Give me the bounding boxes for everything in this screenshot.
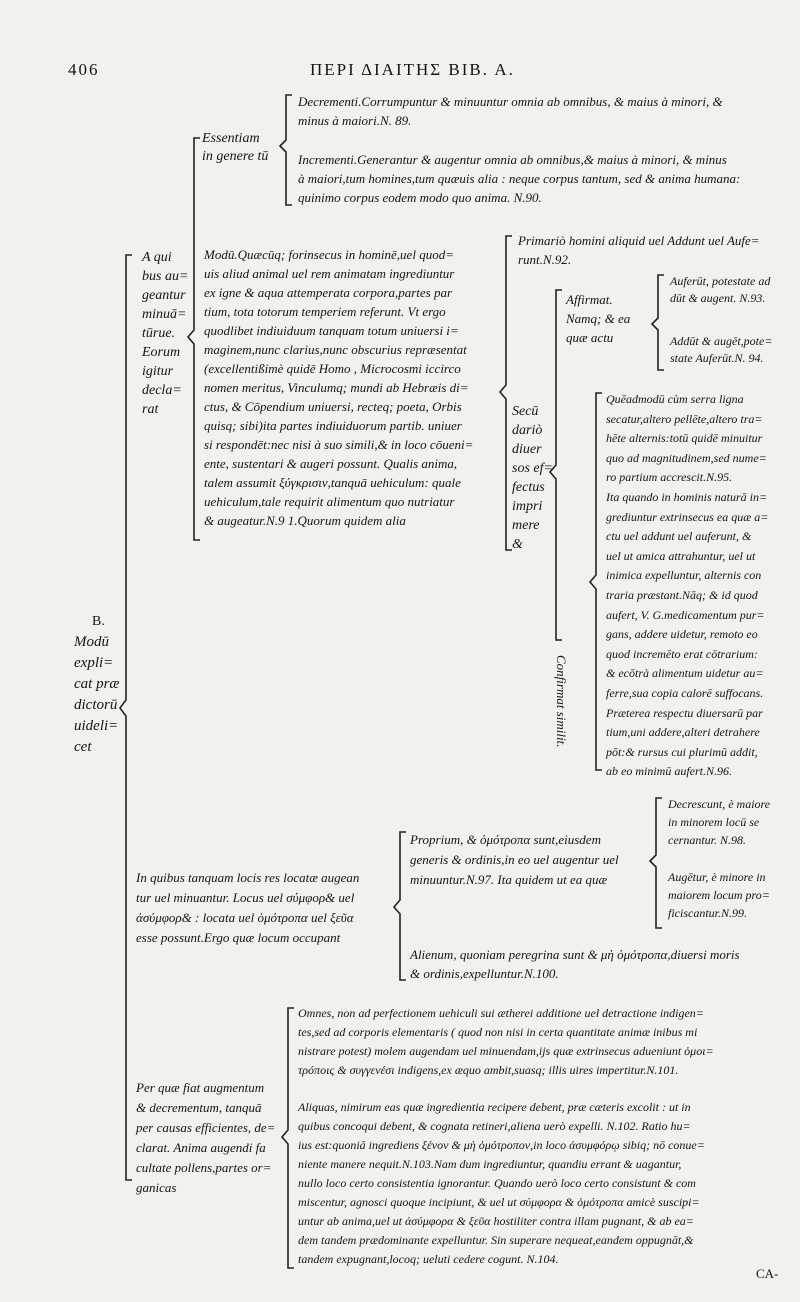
decrescunt-text: Decrescunt, è maiore in minorem locū se cernantur. N.98.: [668, 797, 771, 847]
primario-text: Primariò homini aliquid uel Addunt uel Aufe= runt.N.92.: [518, 233, 760, 267]
branch-a-label: A qui bus au= geantur minuā= tūrue. Eorum igitur decla= rat: [142, 250, 189, 417]
modu-paragraph: Modū.Quæcūq; forinsecus in hominē,uel quod= uis aliud animal uel rem animatam ingrediuntur ex igne & aqua attemperata corpora,partes par tium, tota totorum temperiem referunt. Vt ergo quodlibet indiuiduum tanquam totum uniuersi i= maginem,nunc clarius,nunc obscurius repræsentat (excellentißimè quidē Homo , Microcosmi iccirco nomen meritus, Vinculumq; mundi ab Hebræis di= ctus, & Cōpendium uniuersi, recteq; poeta, Orbis quisq; sibi)ita partes indiuiduorum partib. uniuer si respondēt:nec nisi à suo simili,& in loco cōueni= ente, sustentari & augeri possunt. Qualis anima, talem assumit ξύγκρισιν,tanquā uehiculum: quale uehiculum,tale requirit alimentum quo nutriatur & augeatur.N.9 1.Quorum quidem alia: [204, 247, 474, 528]
omnes-text: Omnes, non ad perfectionem uehiculi sui ætherei additione uel detractione indigen= tes,sed ad corporis elementaris ( quod non nisi in certa quantitate animæ inibus mi nistrare potest) molem augendam uel minuendam,ijs quæ extrinsecus adueniunt ὁμοι= τρόποις & συγγενέσι indigens,ex æquo ambit,suasq; illis uires impertitur.N.101.: [298, 1006, 714, 1077]
brace-affirmat: [652, 275, 664, 370]
incrementi-text: Incrementi.Generantur & augentur omnia ab omnibus,& maius à minori, & minus à maiori,tum homines,tum quæuis alia : neque corpus tantum, sed & anima humana: quinimo corpus eodem modo quo anima. N.90.: [298, 152, 741, 205]
in-quibus-text: In quibus tanquam locis res locatæ augean tur uel minuantur. Locus uel σύμφορ& uel ἀσύμφορ& : locata uel ὁμότροπα uel ξεῦα esse possunt.Ergo quæ locum occupant: [136, 870, 360, 945]
brace-essentia: [280, 95, 292, 205]
brace-b: [120, 255, 132, 1180]
section-b-text: Modū expli= cat præ dictorū uideli= cet: [74, 634, 120, 755]
brace-modu: [500, 236, 512, 550]
brace-per-quae: [282, 1008, 294, 1268]
augentur-text: Augētur, è minore in maiorem locum pro= ficiscantur.N.99.: [668, 870, 770, 920]
brace-a: [188, 138, 200, 540]
addunt-text: Addūt & augēt,pote= state Auferūt.N. 94.: [670, 334, 773, 365]
confirmat-label: Confirmat similit.: [554, 655, 569, 748]
secundario-label: Secū dariò diuer sos ef= fectus impri mere &: [512, 404, 553, 552]
catchword: CA-: [756, 1266, 779, 1281]
alienum-text: Alienum, quoniam peregrina sunt & μὴ ὁμότροπα,diuersi moris & ordinis,expelluntur.N.100.: [410, 947, 740, 981]
essentia-label: Essentiam in genere tū: [202, 131, 269, 164]
quemadmodum-text: Quēadmodū cùm serra ligna secatur,altero pellēte,altero tra= hēte alternis:totū quidē minuitur quo ad magnitudinem,sed nume= ro partium accrescit.N.95. Ita quando in hominis naturā in= grediuntur extrinsecus ea quæ a= ctu uel addunt uel auferunt, & uel ut amica attrahuntur, uel ut inimica expelluntur, alternis con traria præstant.Nāq; & id quod aufert, V. G.medicamentum pur= gans, addere uidetur, remoto eo quod incremēto erat cōtrarium: & ecōtrà alimentum uidetur au= ferre,sua copia calorē suffocans. Præterea respectu diuersarū par tium,uni addere,alteri detrahere pōt:& rursus cui plurimū addit, ab eo minimū aufert.N.96.: [606, 392, 769, 779]
page-number: 406: [68, 60, 100, 79]
brace-quemadmodum: [590, 393, 602, 770]
proprium-text: Proprium, & ὁμότροπα sunt,eiusdem generis & ordinis,in eo uel augentur uel minuuntur.N.97. Ita quidem ut ea quæ: [410, 832, 619, 887]
brace-proprium: [650, 798, 662, 928]
per-quae-text: Per quæ fiat augmentum & decrementum, tanquā per causas efficientes, de= clarat. Anima augendi fa cultate pollens,partes or= ganicas: [136, 1080, 276, 1195]
affirmat-label: Affirmat. Namq; & ea quæ actu: [566, 292, 631, 345]
brace-in-quibus: [394, 832, 406, 980]
decrementi-text: Decrementi.Corrumpuntur & minuuntur omnia ab omnibus, & maius à minori, & minus à maiori.N. 89.: [298, 94, 723, 128]
section-label-b: B.: [92, 614, 105, 629]
aufert-text: Auferūt, potestate ad dūt & augent. N.93.: [670, 274, 771, 305]
running-title: ΠΕΡΙ ΔΙΑΙΤΗΣ ΒΙΒ. Α.: [310, 60, 515, 79]
aliquas-text: Aliquas, nimirum eas quæ ingredientia recipere debent, præ cæteris excolit : ut in quibus concoqui debent, & cognata retineri,aliena uerò expelli. N.102. Ratio hu= ius est:quoniā ingrediens ξένον & μὴ ὁμότροπον,in loco ἀσυμφόρῳ sibiq; nō conue= niente manere nequit.N.103.Nam dum ingrediuntur, quandiu errant & uagantur, nullo loco certo consistentia ignorantur. Quando uerò loco certo consistunt & com miscentur, agnosci quoque incipiunt, & uel ut σύμφορα & ὁμότροπα amicè suscipi= untur ab anima,uel ut ἀσύμφορα & ξεῦα hostiliter contra illam pugnant, & ab ea= dem tandem prædominante expelluntur. Sin superare nequeat,eandem oppugnāt,& tandem expugnant,locoq; ueluti cedere cogunt. N.104.: [298, 1100, 705, 1266]
